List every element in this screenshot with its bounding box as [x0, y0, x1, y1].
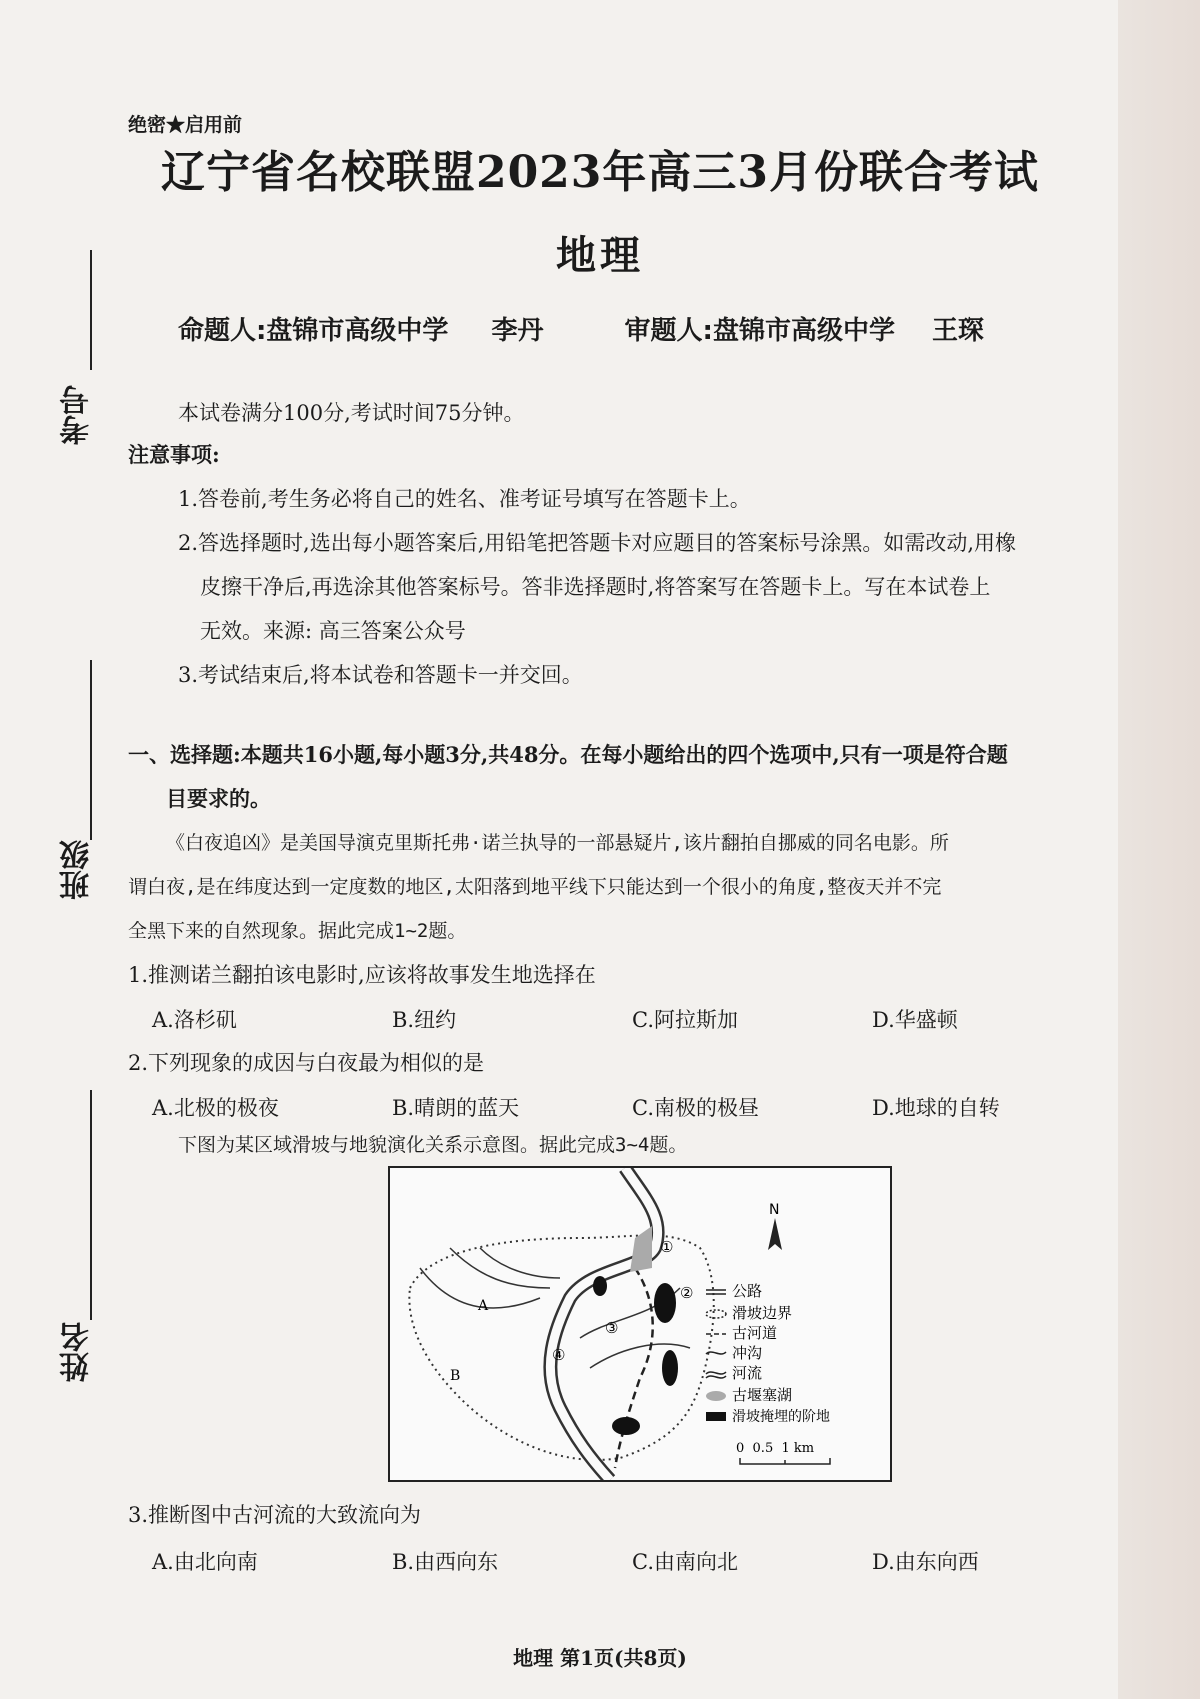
notice-title: 注意事项: — [128, 442, 220, 467]
reviewer-name: 王琛 — [932, 316, 985, 346]
note-2-end: 无效。来源: 高三答案公众号 — [200, 619, 466, 643]
legend-dammed-lake: 古堰塞湖 — [732, 1386, 793, 1404]
confidential-mark: 绝密★启用前 — [128, 114, 243, 136]
question-1: 1.推测诺兰翻拍该电影时,应该将故事发生地选择在 — [128, 963, 596, 987]
passage-line-2: 谓白夜,是在纬度达到一定度数的地区,太阳落到地平线下只能达到一个很小的角度,整夜天并不完 — [128, 876, 942, 898]
note-2-cont: 皮擦干净后,再选涂其他答案标号。答非选择题时,将答案写在答题卡上。写在本试卷上 — [200, 575, 991, 599]
q3-option-a: A.由北向南 — [152, 1550, 258, 1574]
terrace-3 — [662, 1350, 678, 1386]
north-label: N — [769, 1202, 780, 1218]
q3-option-b: B.由西向东 — [392, 1550, 499, 1574]
class-line — [90, 660, 92, 840]
label-b: B — [450, 1368, 461, 1384]
section-heading-cont: 目要求的。 — [166, 786, 271, 811]
terrace-2 — [654, 1283, 676, 1323]
scale-label: 0 0.5 1 km — [736, 1441, 815, 1456]
name-line — [90, 1090, 92, 1320]
question-3-options — [152, 1546, 1112, 1576]
legend-buried-terrace: 滑坡掩埋的阶地 — [732, 1409, 830, 1425]
passage-line-3: 全黑下来的自然现象。据此完成1~2题。 — [128, 920, 467, 942]
q1-option-b: B.纽约 — [392, 1008, 457, 1032]
question-1-options — [152, 1004, 1112, 1034]
q1-option-a: A.洛杉矶 — [152, 1008, 237, 1032]
label-1: ① — [660, 1238, 674, 1256]
label-a: A — [478, 1298, 489, 1314]
score-time: 本试卷满分100分,考试时间75分钟。 — [178, 401, 525, 425]
q2-option-d: D.地球的自转 — [872, 1096, 1000, 1120]
q2-option-a: A.北极的极夜 — [152, 1096, 279, 1120]
question-2: 2.下列现象的成因与白夜最为相似的是 — [128, 1051, 485, 1075]
exam-no-label: 考号 — [60, 385, 95, 445]
terrace-4 — [612, 1417, 640, 1435]
note-2: 2.答选择题时,选出每小题答案后,用铅笔把答题卡对应题目的答案标号涂黑。如需改动,用橡 — [178, 531, 1017, 555]
map-intro: 下图为某区域滑坡与地貌演化关系示意图。据此完成3~4题。 — [178, 1134, 688, 1156]
subject-title: 地理 — [556, 232, 644, 279]
legend-ancient-river: 古河道 — [732, 1324, 778, 1342]
legend-gully: 冲沟 — [732, 1344, 763, 1362]
ancient-river — [615, 1268, 653, 1468]
author-line — [178, 310, 984, 347]
q3-option-c: C.由南向北 — [632, 1550, 738, 1574]
exam-title: 辽宁省名校联盟2023年高三3月份联合考试 — [160, 147, 1040, 198]
landslide-map — [388, 1166, 892, 1482]
question-2-options — [152, 1092, 1112, 1122]
page-footer: 地理 第1页(共8页) — [513, 1646, 687, 1670]
reviewer-label: 审题人:盘锦市高级中学 — [624, 316, 895, 346]
legend-river: 河流 — [732, 1364, 763, 1382]
label-3: ③ — [605, 1319, 619, 1337]
q1-option-d: D.华盛顿 — [872, 1008, 958, 1032]
legend-slide-boundary: 滑坡边界 — [732, 1304, 793, 1322]
q2-option-b: B.晴朗的蓝天 — [392, 1096, 520, 1120]
legend-road: 公路 — [732, 1282, 763, 1300]
scale-bar — [740, 1458, 830, 1464]
gullies — [420, 1248, 560, 1308]
q2-option-c: C.南极的极昼 — [632, 1096, 759, 1120]
note-3: 3.考试结束后,将本试卷和答题卡一并交回。 — [178, 663, 583, 687]
north-arrow-icon — [768, 1218, 782, 1250]
author-name: 李丹 — [491, 316, 544, 346]
dammed-lake — [630, 1226, 652, 1272]
map-drawing — [390, 1168, 890, 1480]
legend-symbols — [706, 1290, 726, 1421]
question-3: 3.推断图中古河流的大致流向为 — [128, 1503, 422, 1527]
note-1: 1.答卷前,考生务必将自己的姓名、准考证号填写在答题卡上。 — [178, 487, 751, 511]
q1-option-c: C.阿拉斯加 — [632, 1008, 738, 1032]
river-outer — [550, 1168, 657, 1480]
label-4: ④ — [552, 1346, 566, 1364]
terrace-1 — [593, 1276, 607, 1296]
author-label: 命题人:盘锦市高级中学 — [178, 316, 449, 346]
passage-line-1: 《白夜追凶》是美国导演克里斯托弗·诺兰执导的一部悬疑片,该片翻拍自挪威的同名电影。所 — [166, 832, 949, 854]
name-label: 姓名 — [60, 1322, 95, 1382]
class-label: 班级 — [60, 840, 95, 900]
label-2: ② — [680, 1284, 694, 1302]
q3-option-d: D.由东向西 — [872, 1550, 979, 1574]
section-heading: 一、选择题:本题共16小题,每小题3分,共48分。在每小题给出的四个选项中,只有一项是符合题 — [128, 742, 1008, 767]
